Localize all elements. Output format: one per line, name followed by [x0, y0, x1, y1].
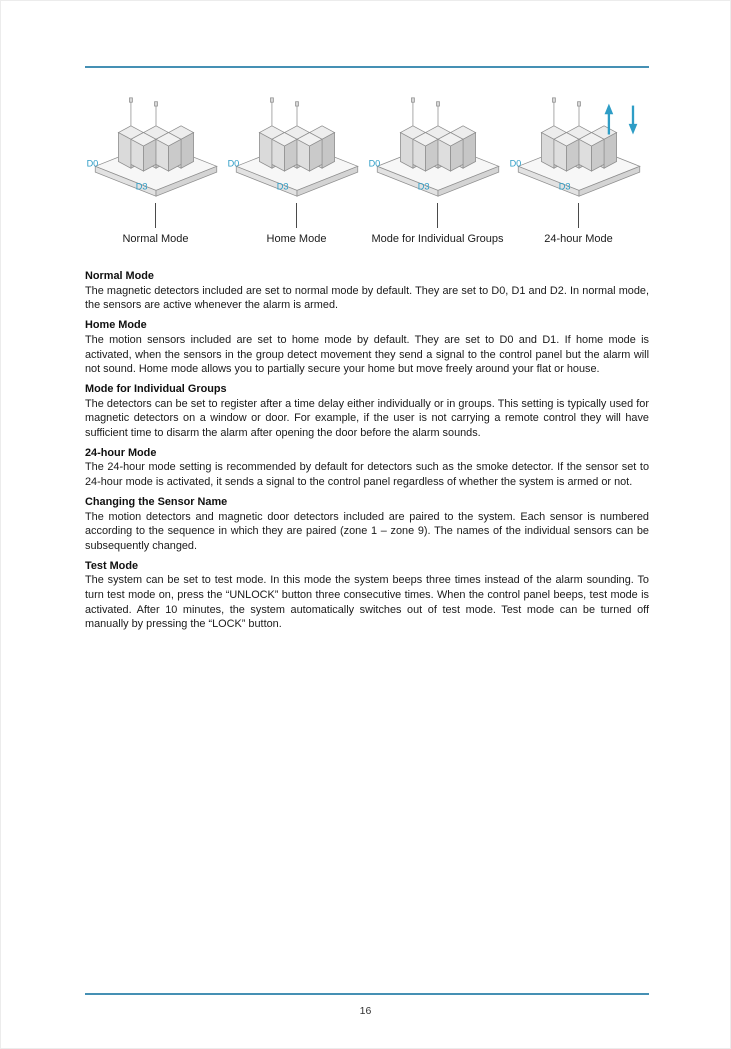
- section-normal-mode: [85, 269, 649, 313]
- section-body: The motion sensors included are set to home mode by default. They are set to D0 and D1. If home mode is activated, when the sensors in the group detect movement they send a signal to the control panel but the alarm will not sound. Home mode allows you to partially secure your home but move freely around your flat or house.: [85, 333, 649, 376]
- d0-label: D0: [86, 158, 98, 169]
- top-rule: [85, 66, 649, 68]
- leader-line: [296, 203, 297, 228]
- section-test-mode: [85, 559, 649, 633]
- d3-label: D3: [558, 181, 570, 192]
- section-heading: Home Mode: [85, 319, 147, 332]
- section-body: The motion detectors and magnetic door detectors included are paired to the system. Each sensor is numbered according to the sequence in which they are paired (zone 1 – zone 9). The names of the individual sensors can be subsequently changed.: [85, 510, 649, 552]
- d0-label: D0: [509, 158, 521, 169]
- section-body: The 24-hour mode setting is recommended by default for detectors such as the smoke detector. If the sensor set to 24-hour mode is activated, it sends a signal to the control panel regardless of whether the system is armed or not.: [85, 461, 649, 489]
- section-heading: Test Mode: [85, 559, 139, 572]
- section-24-hour-mode: [85, 446, 649, 490]
- section-heading: Changing the Sensor Name: [85, 495, 228, 508]
- figures-row: [85, 94, 649, 245]
- section-body: The magnetic detectors included are set to normal mode by default. They are set to D0, D1 and D2. In normal mode, the sensors are active whenever the alarm is armed.: [85, 284, 649, 312]
- section-changing-sensor-name: [85, 495, 649, 554]
- figure-caption: Normal Mode: [122, 233, 189, 245]
- section-heading: Normal Mode: [85, 270, 154, 282]
- section-heading: 24-hour Mode: [85, 446, 157, 459]
- d3-label: D3: [135, 181, 147, 192]
- section-home-mode: [85, 318, 649, 377]
- detector-cluster-illustration: [506, 94, 652, 202]
- detector-cluster-illustration: [224, 94, 370, 202]
- leader-line: [578, 203, 579, 228]
- section-body: The detectors can be set to register after a time delay either individually or in groups. This setting is typically used for magnetic detectors on a window or door. For example, if the user is not carrying a remote control they will have sufficient time to disarm the alarm after opening the door before the alarm sounds.: [85, 397, 649, 440]
- detector-cluster-illustration: [365, 94, 511, 202]
- figure-individual-groups: [367, 94, 508, 245]
- section-body: The system can be set to test mode. In this mode the system beeps three times instead of the alarm sounding. To turn test mode on, press the “UNLOCK” button three consecutive times. When the control panel beeps, test mode is activated. After 10 minutes, the system automatically switches out of test mode. Test mode can be turned off manually by pressing the “LOCK” button.: [85, 574, 649, 631]
- leader-line: [155, 203, 156, 228]
- figure-24-hour-mode: [508, 94, 649, 245]
- figure-home-mode: [226, 94, 367, 245]
- page-number: 16: [359, 1005, 372, 1017]
- figure-caption: Mode for Individual Groups: [371, 233, 504, 245]
- detector-cluster-illustration: [83, 94, 229, 202]
- figure-caption: Home Mode: [266, 233, 327, 245]
- body-content: [85, 269, 649, 632]
- figure-caption: 24-hour Mode: [544, 233, 613, 245]
- d0-label: D0: [368, 158, 380, 169]
- d3-label: D3: [276, 181, 288, 192]
- down-arrow-icon: [628, 106, 637, 135]
- d3-label: D3: [417, 181, 429, 192]
- bottom-rule: [85, 993, 649, 995]
- leader-line: [437, 203, 438, 228]
- section-individual-groups: [85, 382, 649, 441]
- section-heading: Mode for Individual Groups: [85, 382, 227, 395]
- d0-label: D0: [227, 158, 239, 169]
- figure-normal-mode: [85, 94, 226, 245]
